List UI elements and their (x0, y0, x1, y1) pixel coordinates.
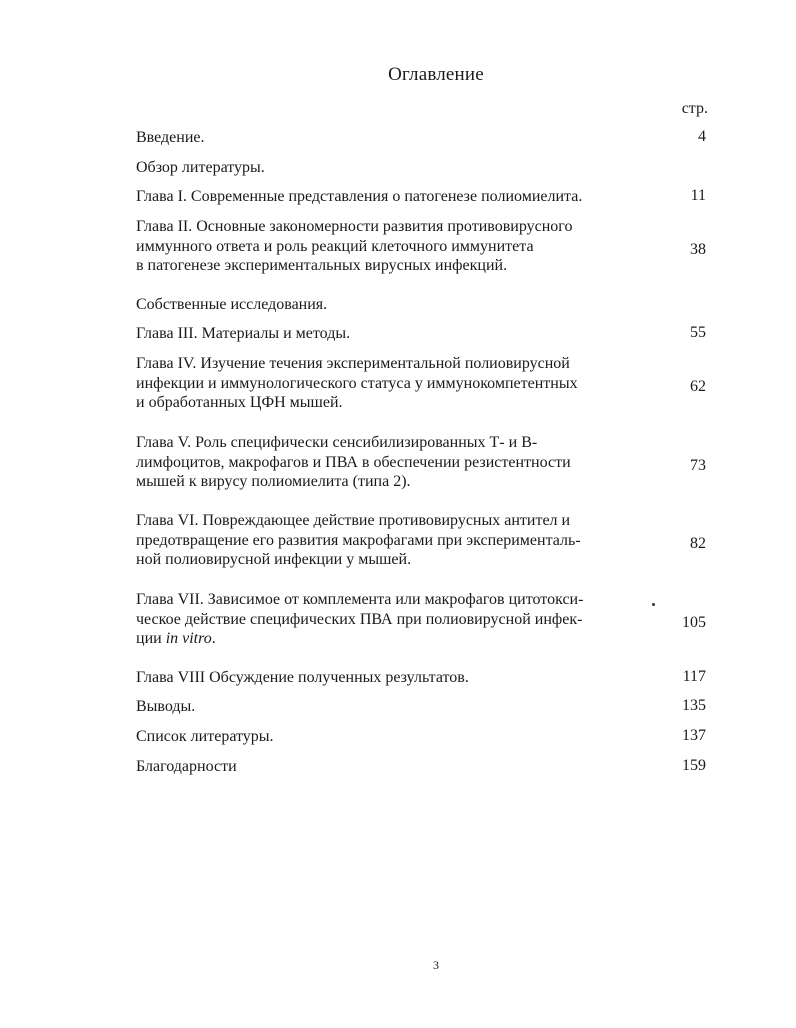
toc-entry-acknowledgements (136, 757, 626, 777)
toc-entry-page: 38 (690, 241, 706, 258)
toc-section-heading: Собственные исследования. (136, 296, 328, 313)
italic-term: in vitro (165, 630, 212, 647)
toc-section-heading: Обзор литературы. (136, 159, 265, 176)
toc-entry-text: иммунного ответа и роль реакций клеточного иммунитета (136, 237, 534, 255)
page-number: 3 (433, 958, 439, 972)
toc-entry-page: 11 (690, 187, 706, 204)
toc-entry-page: 137 (682, 727, 706, 744)
toc-entry-text: лимфоцитов, макрофагов и ПВА в обеспечении резистентности (136, 453, 571, 471)
toc-entry-page: 117 (682, 668, 706, 685)
toc-entry-text: предотвращение его развития макрофагами при эксперименталь- (136, 531, 581, 549)
toc-entry-page: 62 (690, 378, 706, 395)
toc-entry-chapter-7 (136, 590, 626, 649)
toc-entry-chapter-6 (136, 511, 626, 570)
toc-entry-text: Глава I. Современные представления о патогенезе полиомиелита. (136, 188, 583, 205)
toc-entry-text: Глава V. Роль специфически сенсибилизированных Т- и В- (136, 434, 538, 451)
page-column-header: стр. (681, 100, 708, 117)
toc-section-literature-review (136, 158, 626, 178)
toc-entry-text: Глава III. Материалы и методы. (136, 325, 351, 342)
toc-entry-text: и обработанных ЦФН мышей. (136, 394, 343, 411)
toc-entry-text: Глава II. Основные закономерности развития противовирусного (136, 218, 573, 235)
toc-entry-page: 135 (682, 697, 706, 714)
toc-entry-chapter-3 (136, 324, 626, 344)
toc-entry-chapter-2 (136, 217, 626, 276)
toc-entry-text: Выводы. (136, 698, 196, 715)
toc-entry-text: Глава VIII Обсуждение полученных результатов. (136, 669, 469, 686)
toc-entry-text: ной полиовирусной инфекции у мышей. (136, 551, 412, 568)
scan-speck (652, 603, 655, 606)
toc-entry-text-italic: ции in vitro. (136, 630, 216, 647)
toc-entry-text: Введение. (136, 129, 205, 146)
toc-entry-page: 159 (682, 757, 706, 774)
toc-entry-text: Глава IV. Изучение течения экспериментальной полиовирусной (136, 355, 570, 372)
toc-entry-page: 82 (690, 535, 706, 552)
page-title: Оглавление (388, 64, 484, 85)
toc-entry-text: в патогенезе экспериментальных вирусных инфекций. (136, 257, 508, 274)
toc-entry-text: Список литературы. (136, 728, 274, 745)
toc-entry-references (136, 727, 626, 747)
toc-entry-chapter-8 (136, 668, 626, 688)
toc-entry-text: ческое действие специфических ПВА при полиовирусной инфек- (136, 610, 583, 628)
toc-entry-text: Глава VI. Повреждающее действие противовирусных антител и (136, 512, 571, 529)
toc-entry-page: 105 (682, 614, 706, 631)
toc-entry-chapter-1 (136, 187, 626, 207)
toc-entry-page: 73 (690, 457, 706, 474)
toc-entry-page: 55 (690, 324, 706, 341)
toc-entry-text: Глава VII. Зависимое от комплемента или макрофагов цитотокси- (136, 591, 584, 608)
toc-section-own-research (136, 295, 626, 315)
toc-entry-text: мышей к вирусу полиомиелита (типа 2). (136, 473, 411, 490)
toc-entry-text: инфекции и иммунологического статуса у иммунокомпетентных (136, 374, 578, 392)
toc-entry-chapter-4 (136, 354, 626, 413)
toc-entry-chapter-5 (136, 433, 626, 492)
toc-entry-conclusions (136, 697, 626, 717)
toc-entry-text: Благодарности (136, 758, 237, 775)
toc-entry-introduction (136, 128, 626, 148)
toc-entry-page: 4 (698, 128, 706, 145)
